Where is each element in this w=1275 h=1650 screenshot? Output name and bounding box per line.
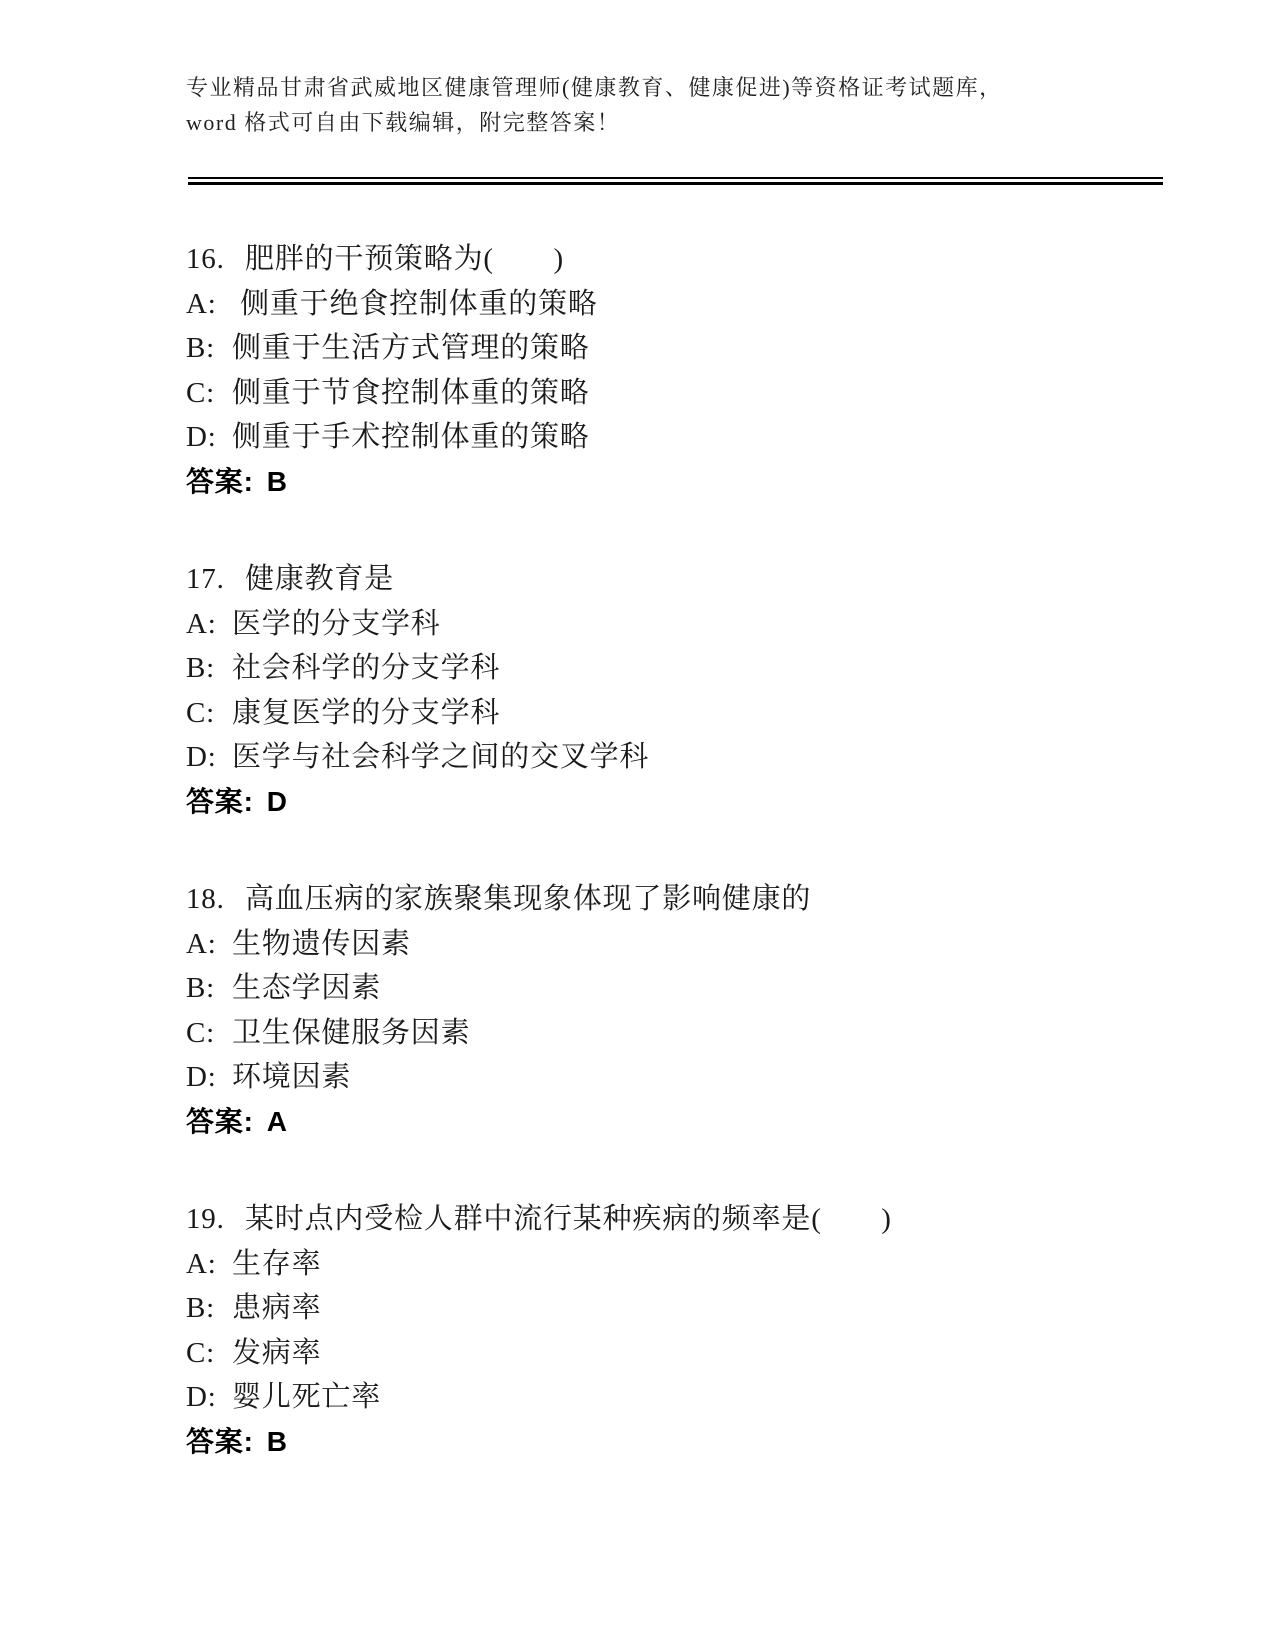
question-number: 16.: [186, 243, 225, 275]
answer-label: 答案:: [186, 785, 254, 817]
answer-line: [186, 460, 1176, 505]
option-label: C:: [186, 1336, 215, 1369]
option-list: [186, 282, 1176, 460]
option-label: A:: [186, 1247, 217, 1280]
option-line: [186, 282, 1176, 327]
header-note: [186, 70, 1166, 140]
answer-value: D: [266, 785, 288, 817]
option-line: [186, 922, 1176, 967]
option-line: [186, 735, 1176, 780]
option-label: A:: [186, 927, 217, 960]
option-list: [186, 922, 1176, 1100]
option-text: 生物遗传因素: [232, 927, 411, 960]
answer-value: B: [266, 465, 288, 497]
option-label: D:: [186, 741, 217, 773]
option-line: [186, 371, 1176, 416]
question-title-line: [186, 237, 1176, 282]
option-text: 生态学因素: [232, 972, 382, 1004]
option-label: B:: [186, 652, 215, 684]
option-text: 侧重于生活方式管理的策略: [232, 332, 590, 364]
option-line: [186, 1242, 1176, 1287]
option-label: D:: [186, 1381, 217, 1413]
answer-value: B: [266, 1425, 288, 1457]
answer-line: [186, 780, 1176, 825]
option-label: C:: [186, 1016, 215, 1049]
option-line: [186, 646, 1176, 691]
header-line-2: word 格式可自由下载编辑，附完整答案！: [186, 110, 621, 135]
question-title: 某时点内受检人群中流行某种疾病的频率是( ): [245, 1203, 892, 1235]
option-line: [186, 1286, 1176, 1331]
question-title: 肥胖的干预策略为( ): [245, 243, 564, 275]
question-item: [186, 877, 1176, 1144]
option-label: C:: [186, 696, 215, 729]
option-label: D:: [186, 1061, 217, 1093]
question-title-line: [186, 557, 1176, 602]
option-list: [186, 602, 1176, 780]
question-title-line: [186, 1197, 1176, 1242]
option-text: 医学与社会科学之间的交叉学科: [232, 741, 650, 773]
question-title: 高血压病的家族聚集现象体现了影响健康的: [245, 883, 812, 915]
question-title-line: [186, 877, 1176, 922]
option-text: 康复医学的分支学科: [232, 696, 501, 729]
option-text: 婴儿死亡率: [232, 1381, 382, 1413]
option-line: [186, 1011, 1176, 1056]
question-number: 18.: [186, 883, 225, 915]
header-line-1: 专业精品甘肃省武威地区健康管理师(健康教育、健康促进)等资格证考试题库，: [186, 75, 1003, 100]
question-number: 17.: [186, 563, 225, 595]
option-text: 卫生保健服务因素: [232, 1016, 471, 1049]
header-divider: [188, 177, 1163, 185]
option-text: 患病率: [232, 1292, 322, 1324]
option-text: 社会科学的分支学科: [232, 652, 501, 684]
answer-label: 答案:: [186, 1425, 254, 1457]
answer-value: A: [266, 1105, 288, 1137]
option-text: 生存率: [232, 1247, 322, 1280]
option-line: [186, 966, 1176, 1011]
option-line: [186, 602, 1176, 647]
answer-line: [186, 1100, 1176, 1145]
option-label: C:: [186, 376, 215, 409]
option-line: [186, 1331, 1176, 1376]
option-text: 侧重于绝食控制体重的策略: [232, 287, 598, 320]
option-text: 侧重于手术控制体重的策略: [232, 421, 590, 453]
option-label: B:: [186, 972, 215, 1004]
question-title: 健康教育是: [245, 563, 395, 595]
option-line: [186, 326, 1176, 371]
answer-label: 答案:: [186, 1105, 254, 1137]
answer-line: [186, 1420, 1176, 1465]
question-list: [186, 237, 1176, 1517]
option-text: 侧重于节食控制体重的策略: [232, 376, 590, 409]
option-text: 环境因素: [232, 1061, 352, 1093]
option-label: D:: [186, 421, 217, 453]
option-label: A:: [186, 287, 217, 320]
question-item: [186, 557, 1176, 824]
option-label: B:: [186, 332, 215, 364]
question-item: [186, 237, 1176, 504]
answer-label: 答案:: [186, 465, 254, 497]
option-line: [186, 415, 1176, 460]
option-line: [186, 1375, 1176, 1420]
option-label: A:: [186, 607, 217, 640]
question-item: [186, 1197, 1176, 1464]
option-line: [186, 1055, 1176, 1100]
option-text: 发病率: [232, 1336, 322, 1369]
option-line: [186, 691, 1176, 736]
option-text: 医学的分支学科: [232, 607, 441, 640]
option-label: B:: [186, 1292, 215, 1324]
question-number: 19.: [186, 1203, 225, 1235]
option-list: [186, 1242, 1176, 1420]
